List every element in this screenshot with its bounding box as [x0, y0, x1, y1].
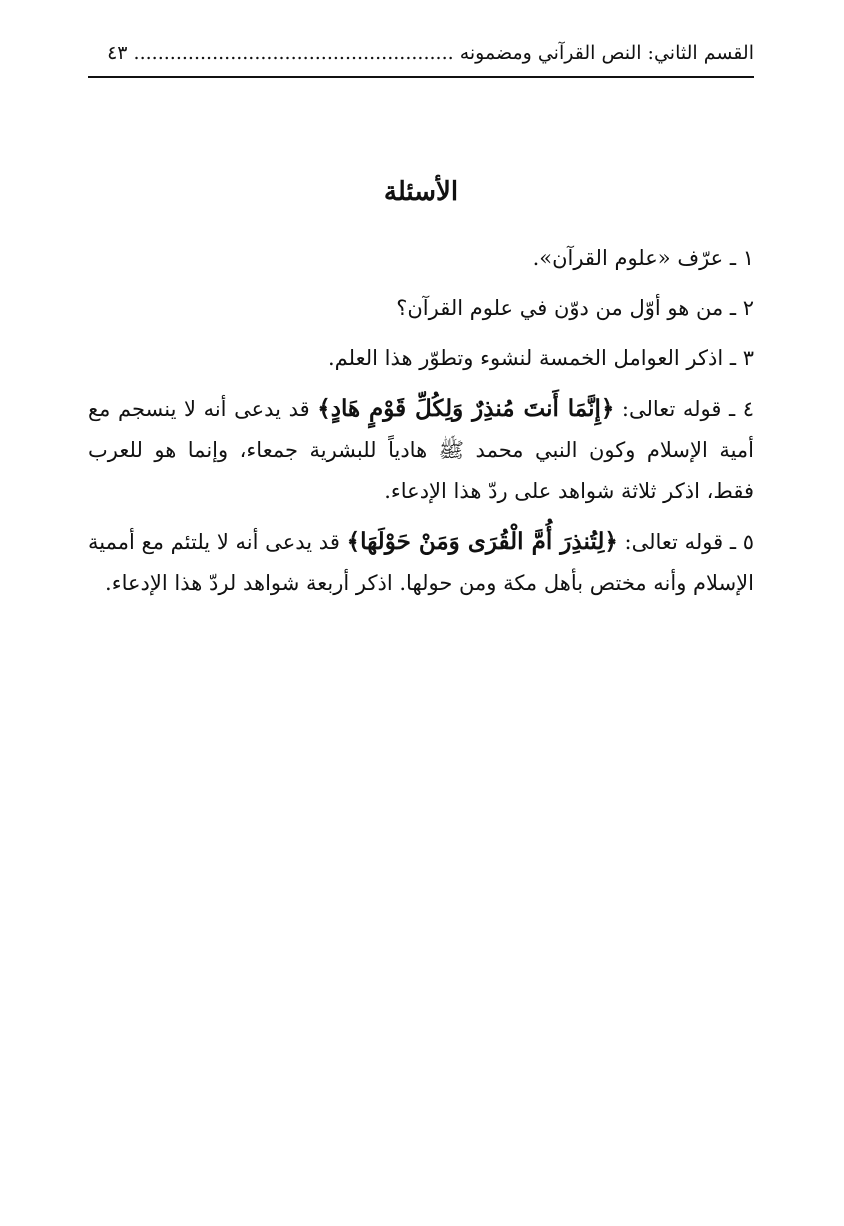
- question-5-verse: ﴿لِتُنذِرَ أُمَّ الْقُرَى وَمَنْ حَوْلَهَا﴾: [346, 528, 618, 555]
- question-2: [88, 288, 754, 329]
- question-5: [88, 521, 754, 604]
- question-4-intro: ٤ ـ قوله تعالى:: [614, 397, 754, 421]
- running-header: القسم الثاني: النص القرآني ومضمونه ..................................................... ٤٣: [107, 42, 754, 64]
- question-3-text: ٣ ـ اذكر العوامل الخمسة لنشوء وتطوّر هذا العلم.: [327, 346, 754, 370]
- questions-list: [88, 238, 754, 613]
- header-rule: [88, 76, 754, 78]
- question-4: [88, 388, 754, 512]
- question-1-text: ١ ـ عرّف «علوم القرآن».: [532, 246, 754, 270]
- question-5-body: قد يدعى أنه لا يلتئم مع أممية الإسلام وأنه مختص بأهل مكة ومن حولها. اذكر أربعة شواهد لردّ هذا الإدعاء.: [88, 530, 754, 595]
- question-3: [88, 338, 754, 379]
- question-1: [88, 238, 754, 279]
- question-2-text: ٢ ـ من هو أوّل من دوّن في علوم القرآن؟: [396, 296, 754, 320]
- section-title: الأسئلة: [383, 177, 459, 207]
- question-4-verse: ﴿إِنَّمَا أَنتَ مُنذِرٌ وَلِكُلِّ قَوْمٍ هَادٍ﴾: [317, 395, 615, 422]
- question-5-intro: ٥ ـ قوله تعالى:: [617, 530, 755, 554]
- question-4-body: قد يدعى أنه لا ينسجم مع أمية الإسلام وكون النبي محمد ﷺ هادياً للبشرية جمعاء، وإنما هو للعرب فقط، اذكر ثلاثة شواهد على ردّ هذا الإدعاء.: [88, 397, 754, 503]
